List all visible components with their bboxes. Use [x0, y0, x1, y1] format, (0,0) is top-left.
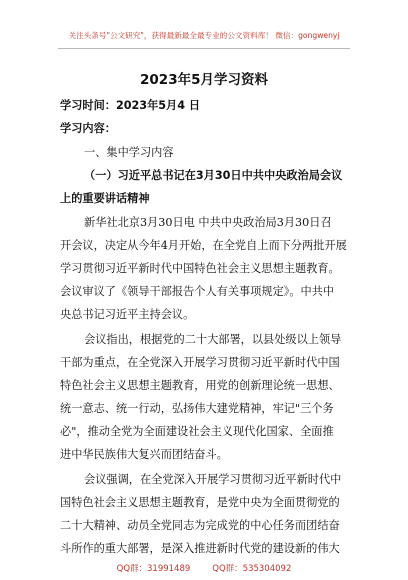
footer-contact [0, 562, 408, 574]
footer-qq-group-1: QQ群：31991489 [116, 564, 191, 574]
footer-qq-group-2: QQ群：535304092 [212, 564, 292, 574]
body-line: 干部为重点，在全党深入开展学习贯彻习近平新时代中国 [60, 356, 340, 369]
body-line: 会议审议了《领导干部报告个人有关事项规定》。中共中 [60, 285, 335, 298]
subsection-heading-line2: 上的重要讲话精神 [60, 192, 150, 205]
body-line: 特色社会主义思想主题教育，用党的创新理论统一思想、 [60, 379, 340, 392]
body-line: 二十大精神、动员全党同志为完成党的中心任务而团结奋 [60, 519, 340, 532]
body-line: 会议强调，在全党深入开展学习贯彻习近平新时代中 [84, 473, 342, 486]
body-line: 进中华民族伟大复兴而团结奋斗。 [60, 448, 228, 461]
header-divider [58, 48, 350, 49]
body-line: 新华社北京3月30日电 中共中央政治局3月30日召 [84, 216, 332, 229]
body-line: 统一意志、统一行动，弘扬伟大建党精神，牢记"三个务 [60, 402, 334, 415]
body-line: 开会议，决定从今年4月开始，在全党自上而下分两批开展 [60, 239, 347, 252]
header-promo-text: 关注头条号"公文研究"，获得最新最全最专业的公文资料库！ 微信：gongwenyj [68, 31, 340, 40]
body-line: 会议指出，根据党的二十大部署，以县处级以上领导 [84, 333, 342, 346]
body-line: 央总书记习近平主持会议。 [60, 308, 195, 321]
section-heading: 一、集中学习内容 [84, 146, 174, 159]
document-title: 2023年5月学习资料 [140, 72, 268, 88]
study-content-label: 学习内容： [60, 122, 116, 135]
subsection-heading-line1: （一）习近平总书记在3月30日中共中央政治局会议 [84, 169, 343, 182]
study-time: 学习时间：2023年5月4 日 [60, 99, 201, 112]
body-line: 国特色社会主义思想主题教育，是党中央为全面贯彻党的 [60, 496, 340, 509]
body-line: 必"，推动全党为全面建设社会主义现代化国家、全面推 [60, 425, 334, 438]
body-line: 学习贯彻习近平新时代中国特色社会主义思想主题教育。 [60, 262, 340, 275]
body-line: 斗所作的重大部署，是深入推进新时代党的建设新的伟大 [60, 542, 340, 555]
